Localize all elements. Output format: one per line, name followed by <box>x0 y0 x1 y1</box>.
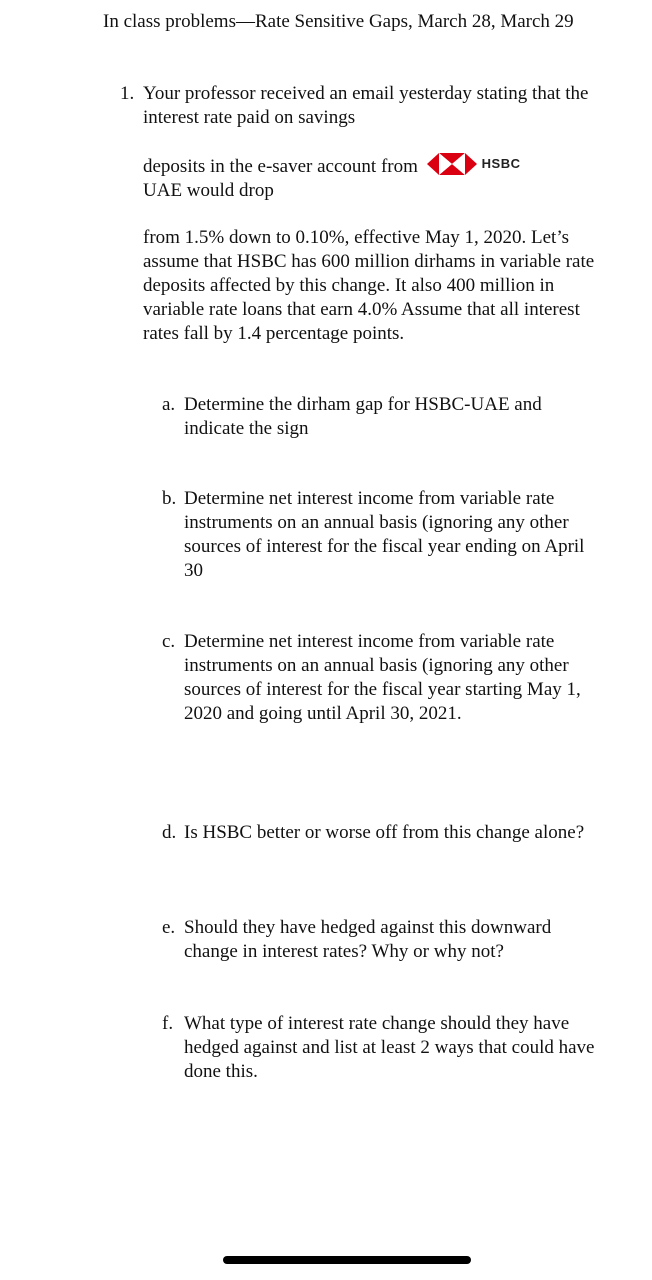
subquestion-text: Should they have hedged against this downward change in interest rates? Why or why not? <box>184 917 552 962</box>
subquestion-a <box>162 393 602 441</box>
question-paragraph-2 <box>143 152 613 203</box>
subquestion-c <box>162 630 602 726</box>
subquestion-text: Is HSBC better or worse off from this change alone? <box>184 822 585 843</box>
question-number: 1. <box>120 83 135 104</box>
hsbc-hexagon-icon <box>427 153 477 175</box>
subquestion-letter: a. <box>162 394 176 415</box>
question-paragraph-1: Your professor received an email yesterday stating that the interest rate paid on savings <box>143 83 589 128</box>
subquestion-text: What type of interest rate change should they have hedged against and list at least 2 ways that could have done this. <box>184 1013 595 1082</box>
subquestion-text: Determine net interest income from variable rate instruments on an annual basis (ignoring any other sources of interest for the fiscal year ending on April 30 <box>184 488 585 581</box>
subquestion-letter: e. <box>162 917 176 938</box>
subquestion-text: Determine net interest income from variable rate instruments on an annual basis (ignoring any other sources of interest for the fiscal year starting May 1, 2020 and going until April 30, 2021. <box>184 631 581 724</box>
subquestion-text: Determine the dirham gap for HSBC-UAE and indicate the sign <box>184 394 542 439</box>
subquestion-letter: c. <box>162 631 176 652</box>
subquestion-b <box>162 487 602 583</box>
paragraph-2-before-logo: deposits in the e-saver account from <box>143 156 418 177</box>
home-indicator[interactable] <box>223 1256 471 1264</box>
paragraph-2-after-logo: UAE would drop <box>143 180 274 201</box>
subquestion-f <box>162 1012 602 1084</box>
question-paragraph-3: from 1.5% down to 0.10%, effective May 1, 2020. Let’s assume that HSBC has 600 million dirhams in variable rate deposits affected by this change. It also 400 million in variable rate loans that earn 4.0% Assume that all interest rates fall by 1.4 percentage points. <box>143 227 595 344</box>
subquestion-e <box>162 916 602 964</box>
subquestion-d <box>162 821 602 845</box>
subquestion-letter: b. <box>162 488 177 509</box>
subquestion-letter: d. <box>162 822 177 843</box>
subquestion-letter: f. <box>162 1013 174 1034</box>
hsbc-logo <box>427 152 521 176</box>
hsbc-logo-text: HSBC <box>481 156 521 171</box>
page-title: In class problems—Rate Sensitive Gaps, March 28, March 29 <box>103 11 574 32</box>
